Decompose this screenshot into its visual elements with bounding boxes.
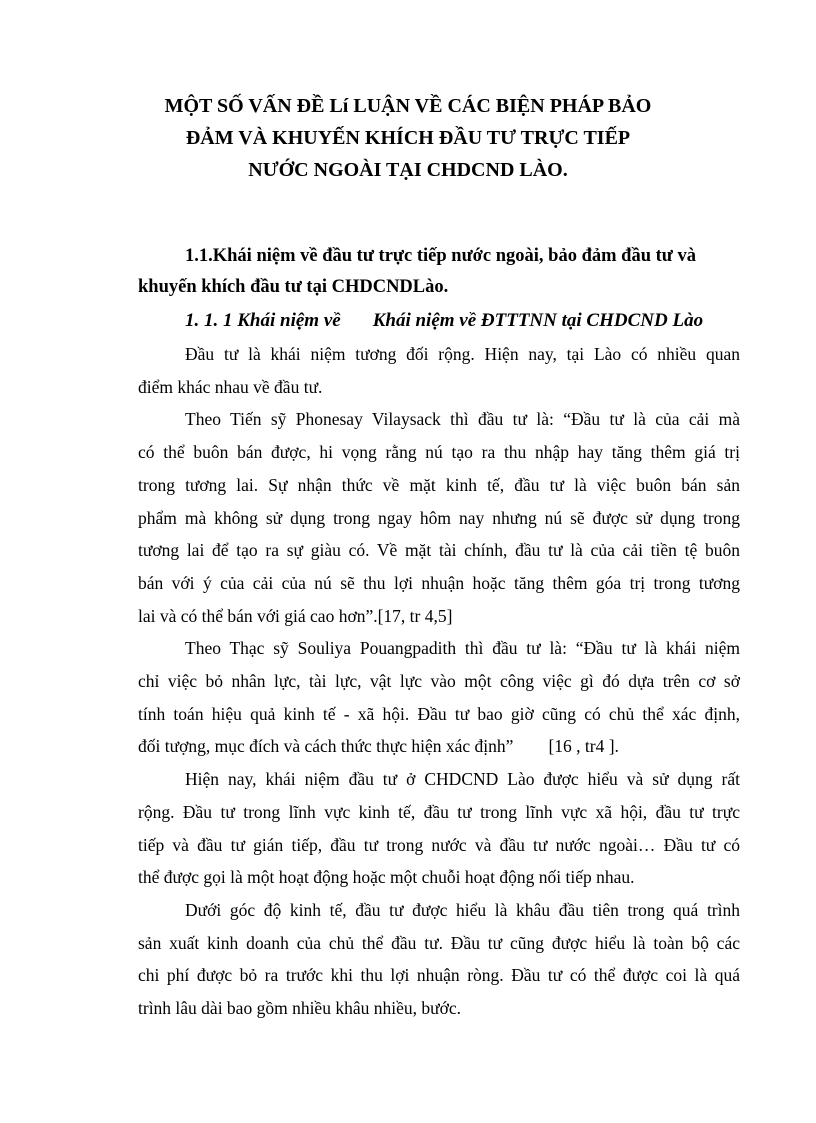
paragraph-line: thể được gọi là một hoạt động hoặc một chuỗi hoạt động nối tiếp nhau. [138,867,635,888]
paragraph [138,763,740,894]
paragraph-line: tương lai để tạo ra sự giàu có. Về mặt tài chính, đầu tư là của cải tiền tệ buôn [138,540,740,561]
paragraph [138,894,740,1025]
title-line: MỘT SỐ VẤN ĐỀ Lí LUẬN VỀ CÁC BIỆN PHÁP BẢO [164,95,652,117]
paragraph-line: có thể buôn bán được, hi vọng rằng nú tạo ra thu nhập hay tăng thêm giá trị [138,442,740,463]
paragraph-line: Đầu tư là khái niệm tương đối rộng. Hiện nay, tại Lào có nhiều quan [185,344,740,364]
paragraph [138,403,740,632]
paragraph [138,338,740,403]
paragraph-line: sản xuất kinh doanh của chủ thể đầu tư. Đầu tư cũng được hiểu là toàn bộ các [138,932,740,953]
section-heading-line-2: khuyến khích đầu tư tại CHDCNDLào. [138,277,449,297]
paragraph-line: chỉ việc bỏ nhân lực, tài lực, vật lực vào một công việc gì đó dựa trên cơ sở [138,671,740,692]
document-title [130,90,686,186]
title-line: NƯỚC NGOÀI TẠI CHDCND LÀO. [248,159,568,181]
paragraph-line: bán với ý của cải của nú sẽ thu lợi nhuận hoặc tăng thêm góa trị trong tương [138,572,740,593]
paragraph-line: điểm khác nhau về đầu tư. [138,376,323,397]
body-text [138,338,740,1025]
title-line: ĐẢM VÀ KHUYẾN KHÍCH ĐẦU TƯ TRỰC TIẾP [185,127,631,149]
paragraph-line: Dưới góc độ kinh tế, đầu tư được hiểu là khâu đầu tiên trong quá trình [185,899,740,920]
paragraph-line: lai và có thể bán với giá cao hơn”.[17, tr 4,5] [138,605,453,626]
paragraph-line: tính toán hiệu quả kinh tế - xã hội. Đầu tư bao giờ cũng có chủ thể xác định, [138,703,740,724]
subsection-heading [185,305,703,337]
paragraph [138,632,740,763]
paragraph-line: phẩm mà không sử dụng trong ngay hôm nay nhưng nú sẽ được sử dụng trong [138,507,740,528]
paragraph-line: Hiện nay, khái niệm đầu tư ở CHDCND Lào được hiểu và sử dụng rất [185,769,740,790]
paragraph-line: đối tượng, mục đích và cách thức thực hiện xác định” [16 , tr4 ]. [138,736,619,757]
paragraph-line: Theo Thạc sỹ Souliya Pouangpadith thì đầu tư là: “Đầu tư là khái niệm [185,638,740,659]
section-heading-line-1: 1.1.Khái niệm về đầu tư trực tiếp nước ngoài, bảo đảm đầu tư và [185,246,697,266]
paragraph-line: rộng. Đầu tư trong lĩnh vực kinh tế, đầu tư trong lĩnh vực xã hội, đầu tư trực [138,801,740,822]
paragraph-line: Theo Tiến sỹ Phonesay Vilaysack thì đầu tư là: “Đầu tư là của cải mà [185,409,740,430]
subsection-heading-text: Khái niệm về ĐTTTNN tại CHDCND Lào [372,310,704,331]
paragraph-line: trong tương lai. Sự nhận thức về mặt kinh tế, đầu tư là việc buôn bán sản [138,474,740,495]
paragraph-line: tiếp và đầu tư gián tiếp, đầu tư trong nước và đầu tư nước ngoài… Đầu tư có [138,834,740,855]
subsection-heading-number: 1. 1. 1 Khái niệm về [185,310,341,331]
paragraph-line: chi phí được bỏ ra trước khi thu lợi nhuận ròng. Đầu tư có thể được coi là quá [138,965,740,986]
paragraph-line: trình lâu dài bao gồm nhiều khâu nhiều, bước. [138,998,461,1019]
